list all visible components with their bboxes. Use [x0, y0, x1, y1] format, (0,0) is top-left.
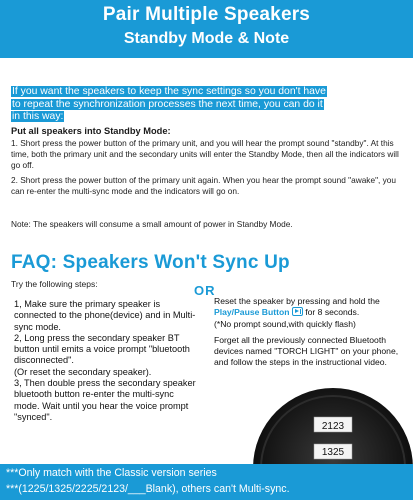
- faq-right-flash-note: (*No prompt sound,with quickly flash): [214, 318, 356, 329]
- or-divider-top: OR: [194, 283, 216, 298]
- intro-line-2: to repeat the synchronization processes the next time, you can do it: [12, 98, 323, 110]
- reset-text-a: Reset the speaker by pressing and hold the: [214, 296, 380, 306]
- faq-try-label: Try the following steps:: [11, 279, 98, 289]
- faq-left-steps: [14, 299, 200, 423]
- faq-left-step-2: 2, Long press the secondary speaker BT button until emits a voice prompt "bluetooth disconnected".: [14, 332, 190, 366]
- faq-left-step-3: 3, Then double press the secondary speaker bluetooth button re-enter the multi-sync mode. Wait until you hear the voice prompt "synced".: [14, 378, 196, 422]
- play-pause-button-label: Play/Pause Button: [214, 307, 290, 318]
- faq-left-step-reset: (Or reset the secondary speaker).: [14, 366, 152, 377]
- standby-title: Put all speakers into Standby Mode:: [11, 126, 171, 136]
- speaker-label-2: 1325: [321, 447, 345, 458]
- intro-line-1: If you want the speakers to keep the sync settings so you don't have: [12, 86, 326, 97]
- page-subtitle: Standby Mode & Note: [123, 30, 290, 47]
- faq-right-steps: [214, 296, 410, 369]
- faq-left-step-1: 1, Make sure the primary speaker is connected to the phone(device) and in Multi-sync mode.: [14, 299, 196, 332]
- standby-step-2: 2. Short press the power button of the primary unit again. When you hear the prompt sound "awake", you can re-enter the multi-sync mode and the indicators will go on.: [11, 175, 396, 197]
- footer-line-1: ***Only match with the Classic version series: [6, 467, 217, 479]
- standby-step-1: 1. Short press the power button of the primary unit, and you will hear the prompt sound "standby". At this time, both the primary unit and the secondary units will enter the Standby Mode, then all the indicators will go off.: [11, 138, 399, 171]
- footer-line-2: ***(1225/1325/2225/2123/___Blank), others can't Multi-sync.: [6, 483, 290, 495]
- faq-title: FAQ: Speakers Won't Sync Up: [11, 252, 290, 273]
- intro-line-3: in this way:: [12, 111, 64, 123]
- faq-right-forget: Forget all the previously connected Bluetooth devices named "TORCH LIGHT" on your phone, and follow the steps in the instructional video.: [214, 334, 399, 368]
- page-title: Pair Multiple Speakers: [102, 4, 311, 25]
- play-pause-icon: [292, 307, 303, 316]
- footer-banner: [0, 464, 413, 500]
- reset-text-b: for 8 seconds.: [302, 307, 360, 318]
- header-banner: [0, 0, 413, 58]
- faq-right-reset: [214, 296, 410, 319]
- intro-highlight: [11, 86, 401, 124]
- speaker-label-1: 2123: [321, 421, 345, 432]
- standby-note: Note: The speakers will consume a small amount of power in Standby Mode.: [11, 219, 293, 229]
